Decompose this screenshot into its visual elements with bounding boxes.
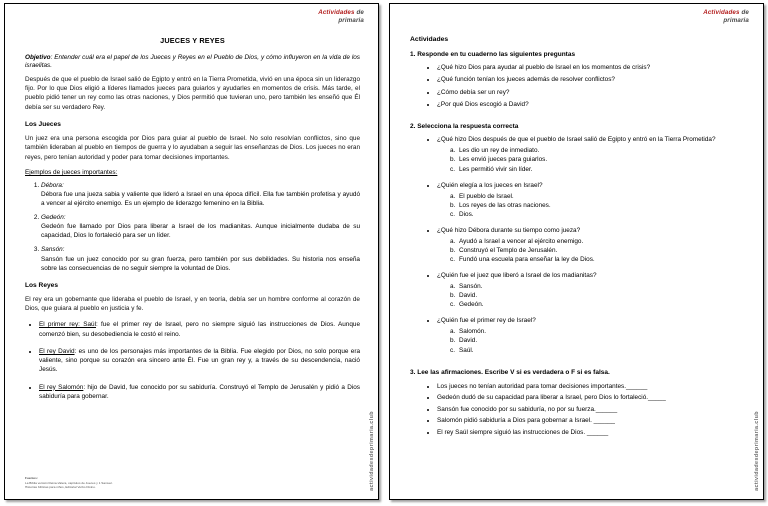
choice-text: Salomón. (459, 328, 486, 336)
question-1-list (410, 64, 745, 110)
list-item[interactable] (450, 146, 745, 155)
question-2-heading: 2. Selecciona la respuesta correcta (410, 123, 519, 131)
brand-logo (276, 9, 364, 25)
mc-choice-list (410, 192, 745, 219)
list-item[interactable] (450, 246, 745, 255)
mc-choice-list (410, 146, 745, 173)
list-item[interactable] (450, 336, 745, 345)
kings-paragraph: El rey era un gobernante que lideraba el pueblo de Israel, y en teoría, debía ser un hombre conforme al corazón de Dios, que guiara al pueblo en justicia y fe. (25, 295, 360, 312)
list-item (39, 347, 360, 375)
page-right (389, 3, 764, 500)
judge-desc: Sansón fue un juez conocido por su gran fuerza, pero también por sus debilidades. Su historia nos enseña sobre las consecuencias de no seguir siempre la voluntad de Dios. (41, 255, 360, 272)
mc-choice-list (410, 237, 745, 264)
list-item[interactable]: • Los jueces no tenían autoridad para tomar decisiones importantes.______ (437, 382, 745, 391)
choice-label: a. (450, 237, 456, 245)
choice-text: Sansón. (459, 283, 483, 291)
brand-line-1: Actividades (318, 9, 355, 16)
list-item[interactable]: • Salomón pidió sabiduría a Dios para gobernar a Israel. ______ (437, 416, 745, 425)
page-left-content (5, 4, 378, 499)
judges-paragraph: Un juez era una persona escogida por Dios para guiar al pueblo de Israel. No solo resolvían conflictos, sino que también lideraban al pueblo en tiempos de guerra y lo ayudaban a seguir las enseñanzas de Dios. Los jueces no eran reyes, pero tenían autoridad y poder para tomar decisiones importantes. (25, 135, 360, 161)
mc-question (410, 227, 745, 264)
list-item[interactable] (450, 237, 745, 246)
mc-question (410, 317, 745, 354)
mc-question (410, 136, 745, 173)
mc-stem-list (410, 136, 745, 145)
choice-label: a. (450, 147, 456, 155)
list-item[interactable] (450, 300, 745, 309)
mc-stem-list (410, 317, 745, 326)
section-heading-kings: Los Reyes (25, 281, 58, 289)
choice-label: c. (450, 256, 455, 264)
mc-stem: • ¿Qué hizo Dios después de que el pueblo de Israel salió de Egipto y entró en la Tierra Prometida? (437, 136, 745, 145)
list-item[interactable] (450, 255, 745, 264)
question-1-heading: 1. Responde en tu cuaderno las siguientes preguntas (410, 51, 576, 58)
list-item[interactable]: • El rey Saúl siempre siguió las instrucciones de Dios. ______ (437, 428, 745, 437)
choice-label: c. (450, 346, 455, 354)
mc-stem: • ¿Quién fue el primer rey de Israel? (437, 317, 745, 326)
brand-line-3: primaria (338, 16, 364, 24)
king-desc: : es uno de los personajes más importantes de la Biblia. Fue elegido por Dios, no solo porque era valiente, sino porque su corazón era sincero ante Él. Fue un gran rey y, a través de su descendencia, nació Jesús. (39, 347, 361, 374)
choice-label: c. (450, 210, 455, 218)
list-item[interactable] (450, 155, 745, 164)
list-item: • ¿Qué hizo Dios para ayudar al pueblo de Israel en los momentos de crisis? (437, 64, 745, 73)
page-right-content (390, 4, 763, 499)
list-item: • ¿Cómo debía ser un rey? (437, 89, 745, 98)
choice-text: Gedeón. (459, 301, 484, 309)
choice-text: Saúl. (459, 346, 474, 354)
mc-stem: • ¿Quién elegía a los jueces en Israel? (437, 182, 745, 191)
choice-label: c. (450, 301, 455, 309)
judge-name: 1. Débora: (41, 181, 64, 189)
brand-line-3: primaria (723, 16, 749, 24)
judge-desc: Gedeón fue llamado por Dios para liberar a Israel de los madianitas. Aunque inicialmente dudaba de su capacidad, Dios lo fortaleció para ser un líder. (41, 223, 360, 240)
choice-label: c. (450, 165, 455, 173)
choice-text: Dios. (459, 210, 474, 218)
king-name: El primer rey: Saúl (39, 321, 96, 329)
judge-desc: Débora fue una jueza sabia y valiente que lideró a Israel en una época difícil. Ella fue también profetisa y ayudó a vencer al ejército enemigo. Es un ejemplo de liderazgo femenino en la Biblia. (41, 190, 360, 208)
judge-name: 3. Sansón: (41, 246, 65, 254)
choice-text: Ayudó a Israel a vencer al ejército enemigo. (459, 237, 584, 245)
choice-label: b. (450, 292, 456, 300)
page-title: JUECES Y REYES (160, 36, 225, 45)
sources-line-1: La Biblia versión Reina-Valera, capítulos de Jueces y 1 Samuel. (25, 480, 113, 485)
list-item[interactable] (450, 291, 745, 300)
list-item (41, 181, 360, 208)
mc-stem-list (410, 182, 745, 191)
choice-label: b. (450, 246, 456, 254)
brand-line-1: Actividades (703, 9, 740, 16)
choice-text: Les dio un rey de inmediato. (459, 147, 540, 155)
choice-label: b. (450, 201, 456, 209)
intro-paragraph: Después de que el pueblo de Israel salió de Egipto y entró en la Tierra Prometida, vivió en una época sin un liderazgo fijo. Por lo que Dios eligió a líderes llamados jueces para guiarlos y ayudarles en momentos de crisis. Más tarde, el pueblo pidió tener un rey como las otras naciones, y Dios permitió que tuvieran uno, pero también les enseñó que Él debía ser su verdadero Rey. (25, 75, 360, 111)
list-item[interactable] (450, 210, 745, 219)
judges-examples-list (25, 181, 360, 273)
choice-label: a. (450, 328, 456, 336)
brand-line-2: de (356, 9, 364, 16)
judge-name: 2. Gedeón: (41, 214, 66, 222)
mc-stem-list (410, 227, 745, 236)
mc-question (410, 272, 745, 309)
list-item (41, 245, 360, 272)
list-item[interactable] (450, 192, 745, 201)
mc-stem: • ¿Qué hizo Débora durante su tiempo como jueza? (437, 227, 745, 236)
page-left (4, 3, 379, 500)
list-item[interactable] (450, 201, 745, 210)
mc-stem-list (410, 272, 745, 281)
sources-line-2: Historias bíblicas para niños, Editorial Verbo Divino. (25, 485, 96, 490)
list-item (39, 383, 360, 402)
king-desc: : hijo de David, fue conocido por su sabiduría. Construyó el Templo de Jerusalén y pidió a Dios sabiduría para gobernar. (39, 383, 360, 400)
examples-heading: Ejemplos de jueces importantes: (25, 168, 118, 176)
choice-text: David. (459, 337, 478, 345)
choice-label: a. (450, 283, 456, 291)
watermark-right: actividadesdeprimaria.club (754, 411, 760, 491)
mc-choice-list (410, 282, 745, 309)
list-item[interactable] (450, 282, 745, 291)
list-item[interactable] (450, 165, 745, 174)
choice-text: Los reyes de las otras naciones. (459, 201, 551, 209)
activities-title: Actividades (410, 36, 449, 43)
king-name: El rey David (39, 347, 75, 355)
objective-label: Objetivo (25, 54, 51, 61)
choice-text: Fundó una escuela para enseñar la ley de Dios. (459, 256, 595, 264)
list-item[interactable] (450, 327, 745, 336)
list-item (41, 213, 360, 240)
section-heading-judges: Los Jueces (25, 121, 61, 129)
choice-text: El pueblo de Israel. (459, 192, 514, 200)
choice-text: David. (459, 292, 478, 300)
mc-question (410, 182, 745, 219)
choice-label: b. (450, 156, 456, 164)
brand-line-2: de (741, 9, 749, 16)
objective-text: : Entender cuál era el papel de los Jueces y Reyes en el Pueblo de Dios, y cómo influyeron en la vida de los israelitas. (25, 54, 360, 70)
sources-title: Fuentes: (25, 476, 38, 481)
list-item[interactable] (450, 346, 745, 355)
list-item (39, 320, 360, 339)
mc-stem: • ¿Quién fue el juez que liberó a Israel de los madianitas? (437, 272, 745, 281)
mc-choice-list (410, 327, 745, 354)
choice-text: Les envió jueces para guiarlos. (459, 156, 548, 164)
choice-label: b. (450, 337, 456, 345)
list-item: • ¿Qué función tenían los jueces además de resolver conflictos? (437, 76, 745, 85)
watermark-left: actividadesdeprimaria.club (369, 411, 375, 491)
king-desc: : fue el primer rey de Israel, pero no siempre siguió las instrucciones de Dios. Aunque comenzó bien, su desobediencia le costó el reino. (39, 321, 360, 338)
list-item[interactable]: • Sansón fue conocido por su sabiduría, no por su fuerza.______ (437, 405, 745, 414)
question-3-heading: 3. Lee las afirmaciones. Escribe V si es verdadera o F si es falsa. (410, 368, 610, 376)
choice-label: a. (450, 192, 456, 200)
question-3-list (410, 382, 745, 437)
sources-block (25, 476, 113, 490)
objective-line (25, 54, 360, 71)
brand-logo (661, 9, 749, 25)
list-item[interactable]: • Gedeón dudó de su capacidad para liberar a Israel, pero Dios lo fortaleció._____ (437, 393, 745, 402)
kings-list (25, 320, 360, 401)
choice-text: Les permitió vivir sin líder. (459, 165, 533, 173)
list-item: • ¿Por qué Dios escogió a David? (437, 101, 745, 110)
king-name: El rey Salomón (39, 383, 84, 391)
choice-text: Construyó el Templo de Jerusalén. (459, 246, 558, 254)
